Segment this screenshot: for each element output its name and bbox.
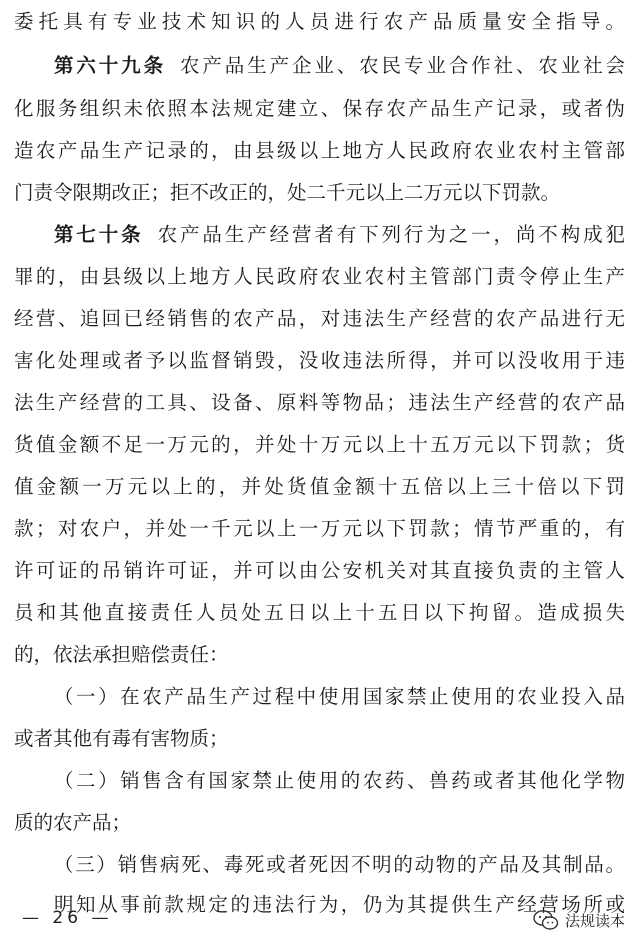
line-text: 货值金额不足一万元的，并处十万元以上十五万元以下罚款；货	[14, 433, 625, 456]
text-line	[14, 719, 625, 759]
text-line	[14, 467, 625, 507]
line-text: （二）销售含有国家禁止使用的农药、兽药或者其他化学物	[54, 769, 625, 792]
line-text: 明知从事前款规定的违法行为，仍为其提供生产经营场所或	[54, 893, 625, 916]
list-item-3-line	[54, 845, 625, 885]
text-line	[14, 173, 625, 213]
line-text: 许可证的吊销许可证，并可以由公安机关对其直接负责的主管人	[14, 559, 625, 582]
line-text: 法生产经营的工具、设备、原料等物品；违法生产经营的农产品	[14, 391, 625, 414]
line-text: 门责令限期改正；拒不改正的，处二千元以上二万元以下罚款。	[14, 181, 561, 204]
article-70-heading-line	[54, 215, 625, 255]
line-text: 值金额一万元以上的，并处货值金额十五倍以上三十倍以下罚	[14, 475, 625, 498]
line-text: 罪的，由县级以上地方人民政府农业农村主管部门责令停止生产	[14, 265, 625, 288]
text-line	[14, 89, 625, 129]
text-line	[14, 551, 625, 591]
line-text: （一）在农产品生产过程中使用国家禁止使用的农业投入品	[54, 685, 625, 708]
text-line	[14, 635, 625, 675]
line-text: 害化处理或者予以监督销毁，没收违法所得，并可以没收用于违	[14, 349, 625, 372]
text-line	[14, 299, 625, 339]
text-line	[14, 425, 625, 465]
line-text: 的，依法承担赔偿责任：	[14, 643, 229, 666]
text-line	[14, 257, 625, 297]
line-text: 或者其他有毒有害物质；	[14, 727, 229, 750]
list-item-2-line	[54, 761, 625, 801]
article-label: 第六十九条	[54, 54, 166, 77]
line-text: （三）销售病死、毒死或者死因不明的动物的产品及其制品。	[54, 853, 625, 876]
text-line	[14, 803, 625, 843]
line-text: 化服务组织未依照本法规定建立、保存农产品生产记录，或者伪	[14, 97, 625, 120]
text-line	[14, 593, 625, 633]
line-text: 经营、追回已经销售的农产品，对违法生产经营的农产品进行无	[14, 307, 625, 330]
line-text: 农产品生产企业、农民专业合作社、农业社会	[179, 54, 625, 77]
line-text: 委托具有专业技术知识的人员进行农产品质量安全指导。	[14, 10, 625, 33]
text-line	[14, 341, 625, 381]
line-text: 款；对农户，并处一千元以上一万元以下罚款；情节严重的，有	[14, 517, 625, 540]
watermark-text: 法规读本	[564, 911, 625, 930]
text-line	[14, 509, 625, 549]
line-text: 质的农产品；	[14, 811, 132, 834]
page-number: — 26 —	[22, 908, 113, 928]
page-footer	[0, 904, 639, 938]
wechat-icon	[533, 909, 559, 931]
text-line	[14, 2, 625, 42]
article-label: 第七十条	[54, 223, 144, 246]
text-line	[14, 131, 625, 171]
line-text: 员和其他直接责任人员处五日以上十五日以下拘留。造成损失	[14, 601, 625, 624]
article-69-heading-line	[54, 46, 625, 86]
line-text: 造农产品生产记录的，由县级以上地方人民政府农业农村主管部	[14, 139, 625, 162]
text-line	[14, 383, 625, 423]
line-text: 农产品生产经营者有下列行为之一，尚不构成犯	[157, 223, 625, 246]
watermark	[533, 906, 625, 934]
list-item-1-line	[54, 677, 625, 717]
